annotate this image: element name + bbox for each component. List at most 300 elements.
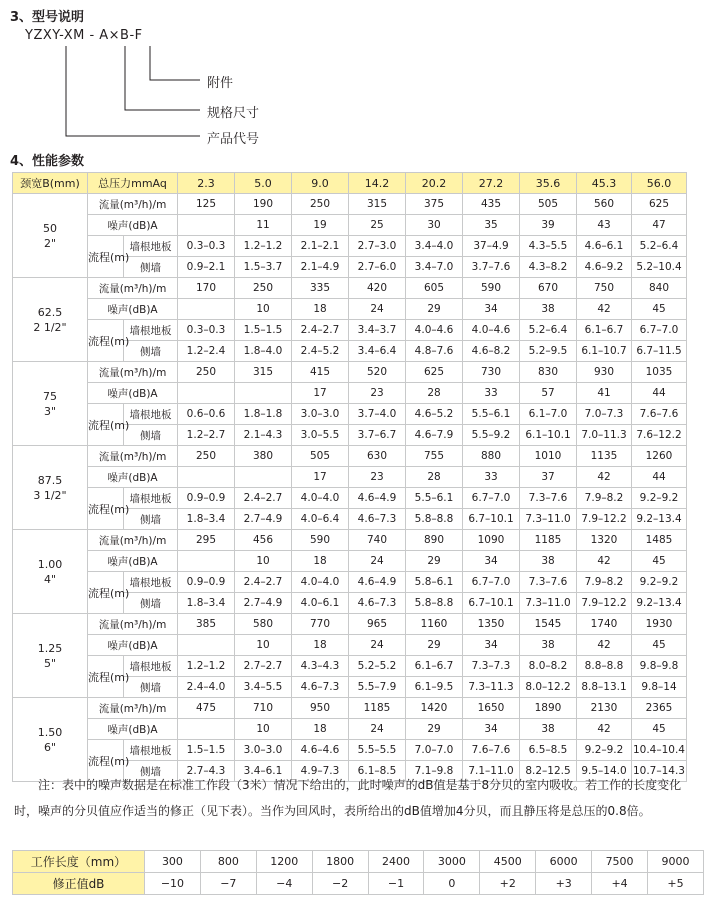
flow-value: 2130 (577, 698, 632, 719)
correction-length-value: 4500 (480, 851, 536, 873)
flow-value: 315 (235, 362, 292, 383)
flow-label: 流量(m³/h)/m (88, 446, 178, 467)
flow-value: 560 (577, 194, 632, 215)
flow-row (13, 614, 687, 635)
skirting-value: 6.5–8.5 (520, 740, 577, 761)
correction-length-value: 800 (200, 851, 256, 873)
noise-row (13, 299, 687, 320)
correction-length-value: 300 (145, 851, 201, 873)
flow-value: 1740 (577, 614, 632, 635)
side-wall-value: 4.8–7.6 (406, 341, 463, 362)
skirting-value: 4.6–4.6 (292, 740, 349, 761)
side-wall-value: 4.6–7.3 (292, 677, 349, 698)
skirting-value: 3.0–3.0 (292, 404, 349, 425)
flow-value: 880 (463, 446, 520, 467)
side-wall-value: 4.9–7.3 (292, 761, 349, 782)
noise-value: 24 (349, 299, 406, 320)
skirting-value: 7.3–7.6 (520, 488, 577, 509)
skirting-value: 0.6–0.6 (178, 404, 235, 425)
side-wall-value: 1.8–4.0 (235, 341, 292, 362)
skirting-value: 6.1–6.7 (577, 320, 632, 341)
skirting-value: 4.0–4.0 (292, 488, 349, 509)
flow-label: 流量(m³/h)/m (88, 698, 178, 719)
flow-value: 505 (292, 446, 349, 467)
label-product-code: 产品代号 (207, 132, 260, 147)
skirting-value: 9.2–9.2 (577, 740, 632, 761)
noise-value: 34 (463, 551, 520, 572)
side-wall-value: 7.1–11.0 (463, 761, 520, 782)
throw-skirting-row (13, 404, 687, 425)
side-wall-value: 6.1–10.7 (577, 341, 632, 362)
skirting-value: 4.6–4.9 (349, 572, 406, 593)
flow-value: 2365 (632, 698, 687, 719)
skirting-value: 2.1–2.1 (292, 236, 349, 257)
neck-size-cell (13, 278, 88, 362)
noise-value: 44 (632, 383, 687, 404)
correction-length-value: 6000 (536, 851, 592, 873)
noise-value: 41 (577, 383, 632, 404)
correction-db-value: +3 (536, 873, 592, 895)
noise-value: 18 (292, 719, 349, 740)
noise-value: 47 (632, 215, 687, 236)
skirting-value: 6.1–6.7 (406, 656, 463, 677)
side-wall-value: 3.7–6.7 (349, 425, 406, 446)
skirting-value: 7.9–8.2 (577, 488, 632, 509)
skirting-value: 2.7–2.7 (235, 656, 292, 677)
noise-row (13, 383, 687, 404)
flow-value: 590 (292, 530, 349, 551)
flow-row (13, 278, 687, 299)
noise-value: 37 (520, 467, 577, 488)
side-wall-value: 7.6–12.2 (632, 425, 687, 446)
side-wall-value: 2.7–4.3 (178, 761, 235, 782)
correction-length-value: 1800 (312, 851, 368, 873)
noise-row (13, 467, 687, 488)
skirting-label: 墙根地板 (124, 236, 178, 257)
noise-value (178, 719, 235, 740)
neck-size-metric: 1.50 (37, 725, 63, 739)
header-pressure-value: 14.2 (349, 173, 406, 194)
side-wall-value: 1.5–3.7 (235, 257, 292, 278)
noise-label: 噪声(dB)A (88, 215, 178, 236)
correction-db-value: −2 (312, 873, 368, 895)
flow-row (13, 530, 687, 551)
noise-value (178, 635, 235, 656)
flow-value: 125 (178, 194, 235, 215)
skirting-value: 2.4–2.7 (235, 572, 292, 593)
flow-value: 1260 (632, 446, 687, 467)
side-wall-value: 5.2–10.4 (632, 257, 687, 278)
side-wall-value: 7.0–11.3 (577, 425, 632, 446)
flow-value: 950 (292, 698, 349, 719)
noise-value: 42 (577, 299, 632, 320)
section-3-title: 3、型号说明 (10, 10, 85, 25)
skirting-value: 5.2–6.4 (520, 320, 577, 341)
side-wall-value: 3.0–5.5 (292, 425, 349, 446)
skirting-value: 4.6–6.1 (577, 236, 632, 257)
flow-value: 750 (577, 278, 632, 299)
noise-value (178, 551, 235, 572)
side-wall-value: 7.9–12.2 (577, 593, 632, 614)
throw-label: 流程(m) (88, 740, 124, 782)
noise-label: 噪声(dB)A (88, 383, 178, 404)
flow-value: 380 (235, 446, 292, 467)
noise-value (235, 383, 292, 404)
skirting-value: 9.8–9.8 (632, 656, 687, 677)
side-wall-value: 1.8–3.4 (178, 593, 235, 614)
noise-value: 23 (349, 383, 406, 404)
skirting-value: 4.6–5.2 (406, 404, 463, 425)
flow-value: 250 (292, 194, 349, 215)
skirting-value: 5.2–6.4 (632, 236, 687, 257)
flow-value: 1350 (463, 614, 520, 635)
side-wall-value: 6.1–10.1 (520, 425, 577, 446)
side-wall-value: 3.4–6.4 (349, 341, 406, 362)
side-wall-value: 4.6–7.3 (349, 509, 406, 530)
correction-db-value: +5 (648, 873, 704, 895)
noise-value: 19 (292, 215, 349, 236)
side-wall-label: 侧墙 (124, 677, 178, 698)
noise-value: 45 (632, 635, 687, 656)
flow-value: 1485 (632, 530, 687, 551)
skirting-label: 墙根地板 (124, 740, 178, 761)
neck-size-metric: 62.5 (37, 305, 63, 319)
header-pressure-value: 2.3 (178, 173, 235, 194)
noise-label: 噪声(dB)A (88, 635, 178, 656)
correction-db-label: 修正值dB (13, 873, 145, 895)
flow-value: 1035 (632, 362, 687, 383)
noise-value: 28 (406, 383, 463, 404)
skirting-value: 4.6–4.9 (349, 488, 406, 509)
note-text: 注：表中的噪声数据是在标准工作段（3米）情况下给出的，此时噪声的dB值是基于8分贝的室内吸收。若工作的长度变化时，噪声的分贝值应作适当的修正（见下表）。当作为回风时，表所给出的dB值增加4分贝，而且静压将是总压的0.8倍。 (14, 778, 682, 818)
flow-value: 1090 (463, 530, 520, 551)
throw-label: 流程(m) (88, 320, 124, 362)
side-wall-value: 2.7–4.9 (235, 593, 292, 614)
skirting-value: 4.0–4.6 (463, 320, 520, 341)
performance-table (12, 172, 687, 782)
neck-size-inch: 2" (43, 236, 57, 250)
neck-size-inch: 3" (43, 404, 57, 418)
throw-label: 流程(m) (88, 572, 124, 614)
skirting-label: 墙根地板 (124, 320, 178, 341)
neck-size-metric: 1.00 (37, 557, 63, 571)
flow-value: 250 (178, 446, 235, 467)
skirting-value: 5.5–6.1 (406, 488, 463, 509)
side-wall-value: 8.2–12.5 (520, 761, 577, 782)
skirting-value: 1.2–1.2 (235, 236, 292, 257)
side-wall-value: 4.6–8.2 (463, 341, 520, 362)
side-wall-value: 8.0–12.2 (520, 677, 577, 698)
flow-value: 435 (463, 194, 520, 215)
side-wall-value: 2.7–6.0 (349, 257, 406, 278)
correction-db-value: −4 (256, 873, 312, 895)
skirting-value: 7.9–8.2 (577, 572, 632, 593)
correction-length-value: 3000 (424, 851, 480, 873)
side-wall-value: 2.1–4.9 (292, 257, 349, 278)
side-wall-value: 4.3–8.2 (520, 257, 577, 278)
header-pressure-value: 56.0 (632, 173, 687, 194)
flow-value: 740 (349, 530, 406, 551)
noise-label: 噪声(dB)A (88, 467, 178, 488)
side-wall-value: 7.3–11.0 (520, 509, 577, 530)
flow-row (13, 446, 687, 467)
side-wall-value: 1.2–2.4 (178, 341, 235, 362)
section-4-title: 4、性能参数 (10, 154, 85, 169)
noise-value: 28 (406, 467, 463, 488)
side-wall-value: 4.6–7.9 (406, 425, 463, 446)
skirting-value: 0.3–0.3 (178, 320, 235, 341)
neck-size-inch: 2 1/2" (33, 320, 67, 334)
skirting-label: 墙根地板 (124, 404, 178, 425)
noise-value: 39 (520, 215, 577, 236)
flow-value: 840 (632, 278, 687, 299)
flow-value: 250 (178, 362, 235, 383)
noise-value: 17 (292, 467, 349, 488)
noise-value: 18 (292, 299, 349, 320)
skirting-value: 4.3–5.5 (520, 236, 577, 257)
noise-value: 29 (406, 299, 463, 320)
side-wall-value: 9.2–13.4 (632, 509, 687, 530)
side-wall-value: 3.4–6.1 (235, 761, 292, 782)
skirting-value: 5.5–6.1 (463, 404, 520, 425)
header-pressure-value: 5.0 (235, 173, 292, 194)
side-wall-label: 侧墙 (124, 761, 178, 782)
throw-label: 流程(m) (88, 236, 124, 278)
flow-value: 590 (463, 278, 520, 299)
noise-value (178, 383, 235, 404)
noise-value: 45 (632, 551, 687, 572)
noise-value: 29 (406, 719, 463, 740)
side-wall-label: 侧墙 (124, 593, 178, 614)
correction-db-value: −1 (368, 873, 424, 895)
skirting-value: 2.4–2.7 (235, 488, 292, 509)
flow-value: 315 (349, 194, 406, 215)
side-wall-value: 4.0–6.1 (292, 593, 349, 614)
skirting-value: 6.7–7.0 (463, 572, 520, 593)
noise-label: 噪声(dB)A (88, 551, 178, 572)
noise-value: 29 (406, 635, 463, 656)
skirting-value: 7.3–7.3 (463, 656, 520, 677)
skirting-label: 墙根地板 (124, 488, 178, 509)
flow-value: 1930 (632, 614, 687, 635)
flow-value: 1185 (520, 530, 577, 551)
flow-value: 670 (520, 278, 577, 299)
noise-value: 33 (463, 467, 520, 488)
correction-length-value: 2400 (368, 851, 424, 873)
side-wall-value: 0.9–2.1 (178, 257, 235, 278)
noise-value: 34 (463, 299, 520, 320)
flow-value: 605 (406, 278, 463, 299)
flow-value: 770 (292, 614, 349, 635)
side-wall-value: 7.3–11.3 (463, 677, 520, 698)
skirting-value: 6.1–7.0 (520, 404, 577, 425)
noise-value: 10 (235, 551, 292, 572)
flow-value: 625 (632, 194, 687, 215)
noise-value: 17 (292, 383, 349, 404)
correction-length-row (13, 851, 704, 873)
flow-value: 1545 (520, 614, 577, 635)
flow-value: 520 (349, 362, 406, 383)
side-wall-value: 5.2–9.5 (520, 341, 577, 362)
skirting-value: 9.2–9.2 (632, 572, 687, 593)
header-pressure-value: 27.2 (463, 173, 520, 194)
skirting-value: 8.8–8.8 (577, 656, 632, 677)
skirting-value: 1.5–1.5 (235, 320, 292, 341)
header-pressure-value: 9.0 (292, 173, 349, 194)
skirting-value: 4.0–4.0 (292, 572, 349, 593)
flow-value: 965 (349, 614, 406, 635)
skirting-value: 5.5–5.5 (349, 740, 406, 761)
flow-value: 385 (178, 614, 235, 635)
header-pressure-value: 35.6 (520, 173, 577, 194)
neck-size-metric: 1.25 (37, 641, 63, 655)
flow-value: 295 (178, 530, 235, 551)
leader-line-product-code (66, 46, 200, 136)
flow-value: 625 (406, 362, 463, 383)
flow-value: 420 (349, 278, 406, 299)
side-wall-label: 侧墙 (124, 341, 178, 362)
skirting-value: 7.6–7.6 (463, 740, 520, 761)
correction-length-value: 1200 (256, 851, 312, 873)
skirting-value: 2.7–3.0 (349, 236, 406, 257)
neck-size-cell (13, 446, 88, 530)
skirting-value: 5.8–6.1 (406, 572, 463, 593)
skirting-label: 墙根地板 (124, 572, 178, 593)
correction-db-value: +2 (480, 873, 536, 895)
neck-size-inch: 5" (43, 656, 57, 670)
flow-value: 1185 (349, 698, 406, 719)
skirting-value: 0.9–0.9 (178, 488, 235, 509)
noise-value (178, 299, 235, 320)
side-wall-label: 侧墙 (124, 257, 178, 278)
side-wall-value: 2.7–4.9 (235, 509, 292, 530)
skirting-value: 1.2–1.2 (178, 656, 235, 677)
noise-value: 43 (577, 215, 632, 236)
flow-value: 170 (178, 278, 235, 299)
label-accessory: 附件 (207, 76, 234, 91)
noise-value: 23 (349, 467, 406, 488)
flow-value: 1890 (520, 698, 577, 719)
correction-db-value: +4 (592, 873, 648, 895)
skirting-value: 0.3–0.3 (178, 236, 235, 257)
skirting-value: 3.4–4.0 (406, 236, 463, 257)
noise-value: 45 (632, 299, 687, 320)
flow-value: 1135 (577, 446, 632, 467)
neck-size-cell (13, 614, 88, 698)
skirting-value: 3.0–3.0 (235, 740, 292, 761)
side-wall-value: 3.7–7.6 (463, 257, 520, 278)
leader-line-size (125, 46, 200, 110)
side-wall-value: 3.4–5.5 (235, 677, 292, 698)
side-wall-value: 9.8–14 (632, 677, 687, 698)
noise-value: 24 (349, 635, 406, 656)
side-wall-value: 4.0–6.4 (292, 509, 349, 530)
skirting-value: 7.3–7.6 (520, 572, 577, 593)
correction-db-value: 0 (424, 873, 480, 895)
skirting-value: 4.0–4.6 (406, 320, 463, 341)
neck-size-cell (13, 530, 88, 614)
skirting-value: 4.3–4.3 (292, 656, 349, 677)
skirting-value: 6.7–7.0 (632, 320, 687, 341)
noise-value: 10 (235, 719, 292, 740)
side-wall-value: 5.5–7.9 (349, 677, 406, 698)
side-wall-label: 侧墙 (124, 509, 178, 530)
correction-length-value: 9000 (648, 851, 704, 873)
skirting-value: 9.2–9.2 (632, 488, 687, 509)
noise-value: 25 (349, 215, 406, 236)
noise-value: 30 (406, 215, 463, 236)
side-wall-value: 4.6–9.2 (577, 257, 632, 278)
noise-value: 29 (406, 551, 463, 572)
noise-value: 38 (520, 299, 577, 320)
side-wall-value: 3.4–7.0 (406, 257, 463, 278)
side-wall-value: 9.2–13.4 (632, 593, 687, 614)
leader-line-accessory (150, 46, 200, 80)
flow-value: 1160 (406, 614, 463, 635)
performance-body (13, 194, 687, 782)
flow-value: 456 (235, 530, 292, 551)
noise-value: 18 (292, 551, 349, 572)
skirting-value: 2.4–2.7 (292, 320, 349, 341)
skirting-value: 7.0–7.0 (406, 740, 463, 761)
neck-size-metric: 50 (43, 221, 57, 235)
side-wall-value: 8.8–13.1 (577, 677, 632, 698)
side-wall-value: 5.8–8.8 (406, 509, 463, 530)
flow-value: 475 (178, 698, 235, 719)
throw-skirting-row (13, 236, 687, 257)
skirting-value: 1.8–1.8 (235, 404, 292, 425)
skirting-value: 37–4.9 (463, 236, 520, 257)
neck-size-inch: 3 1/2" (33, 488, 67, 502)
flow-label: 流量(m³/h)/m (88, 278, 178, 299)
flow-label: 流量(m³/h)/m (88, 530, 178, 551)
side-wall-value: 6.1–9.5 (406, 677, 463, 698)
side-wall-value: 7.9–12.2 (577, 509, 632, 530)
skirting-value: 3.7–4.0 (349, 404, 406, 425)
skirting-value: 5.2–5.2 (349, 656, 406, 677)
flow-value: 415 (292, 362, 349, 383)
side-wall-value: 2.1–4.3 (235, 425, 292, 446)
skirting-value: 7.0–7.3 (577, 404, 632, 425)
performance-header-row (13, 173, 687, 194)
throw-label: 流程(m) (88, 656, 124, 698)
neck-size-cell (13, 362, 88, 446)
side-wall-value: 6.1–8.5 (349, 761, 406, 782)
flow-value: 1650 (463, 698, 520, 719)
noise-value: 11 (235, 215, 292, 236)
header-pressure-value: 20.2 (406, 173, 463, 194)
model-code: YZXY-XM - A×B-F (25, 28, 143, 43)
side-wall-value: 7.1–9.8 (406, 761, 463, 782)
noise-label: 噪声(dB)A (88, 719, 178, 740)
flow-value: 630 (349, 446, 406, 467)
noise-row (13, 551, 687, 572)
skirting-value: 10.4–10.4 (632, 740, 687, 761)
skirting-value: 0.9–0.9 (178, 572, 235, 593)
noise-value: 45 (632, 719, 687, 740)
noise-value: 10 (235, 635, 292, 656)
throw-label: 流程(m) (88, 404, 124, 446)
neck-size-inch: 4" (43, 572, 57, 586)
flow-value: 710 (235, 698, 292, 719)
label-size: 规格尺寸 (207, 106, 260, 121)
side-wall-value: 10.7–14.3 (632, 761, 687, 782)
noise-row (13, 719, 687, 740)
correction-db-value: −7 (200, 873, 256, 895)
side-wall-value: 1.2–2.7 (178, 425, 235, 446)
side-wall-value: 6.7–10.1 (463, 593, 520, 614)
flow-value: 1420 (406, 698, 463, 719)
